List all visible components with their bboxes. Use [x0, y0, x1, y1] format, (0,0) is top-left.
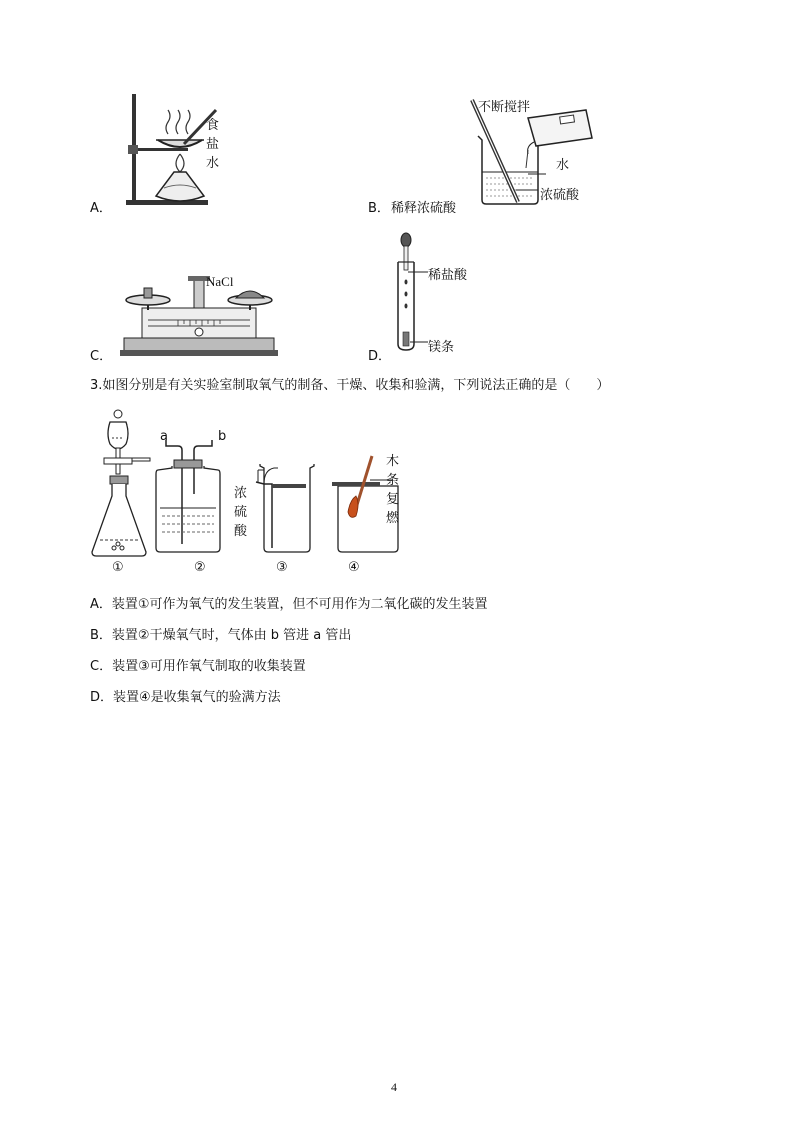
- label-stick-1: 木: [386, 454, 400, 469]
- question-3-apparatus-figure: [88, 404, 418, 582]
- option-c-letter: C．: [90, 349, 113, 364]
- option-b-caption: 稀释浓硫酸: [391, 201, 457, 216]
- option-b-letter: B．: [368, 201, 390, 216]
- q3-option-c[interactable]: C．装置③可用作氧气制取的收集装置: [90, 659, 306, 674]
- label-conc-3: 酸: [234, 524, 248, 539]
- option-d[interactable]: [368, 228, 528, 363]
- label-salt-water-2: 盐: [206, 137, 220, 152]
- apparatus-label-2: ②: [194, 560, 206, 575]
- label-salt-water-1: 食: [206, 118, 220, 133]
- label-conc-1: 浓: [234, 486, 248, 501]
- label-stick-3: 复: [386, 492, 400, 507]
- option-b[interactable]: [368, 92, 608, 217]
- q3-option-a[interactable]: A．装置①可作为氧气的发生装置，但不可用作为二氧化碳的发生装置: [90, 597, 488, 612]
- label-conc-sulfuric-acid: 浓硫酸: [540, 188, 580, 203]
- label-salt-water-3: 水: [206, 156, 220, 171]
- balance-figure: [118, 268, 288, 363]
- tube-b-label: b: [218, 429, 227, 444]
- label-water: 水: [556, 158, 570, 173]
- option-d-letter: D．: [368, 349, 392, 364]
- label-stick-4: 燃: [386, 511, 400, 526]
- q3-option-d[interactable]: D．装置④是收集氧气的验满方法: [90, 690, 281, 705]
- drying-bottle-apparatus: [156, 440, 220, 552]
- apparatus-label-4: ④: [348, 560, 360, 575]
- apparatus-label-1: ①: [112, 560, 124, 575]
- option-c[interactable]: [88, 268, 288, 368]
- evaporation-apparatus-figure: [118, 88, 238, 213]
- q3-option-b[interactable]: B．装置②干燥氧气时，气体由 b 管进 a 管出: [90, 628, 352, 643]
- apparatus-drawing: [88, 404, 418, 582]
- option-a[interactable]: [88, 88, 288, 218]
- apparatus-label-3: ③: [276, 560, 288, 575]
- label-stir: 不断搅拌: [478, 100, 531, 115]
- question-3-stem: 3.如图分别是有关实验室制取氧气的制备、干燥、收集和验满，下列说法正确的是（ ）: [90, 378, 610, 393]
- option-a-letter: A．: [90, 201, 112, 216]
- label-conc-2: 硫: [234, 505, 248, 520]
- generator-apparatus: [92, 410, 150, 556]
- label-stick-2: 条: [386, 473, 400, 488]
- tube-a-label: a: [160, 429, 168, 444]
- label-nacl: NaCl: [206, 274, 234, 289]
- page-number: 4: [391, 1080, 397, 1094]
- label-dilute-hcl: 稀盐酸: [428, 268, 468, 283]
- label-magnesium-strip: 镁条: [428, 340, 455, 355]
- collection-bottle-apparatus: [256, 464, 314, 552]
